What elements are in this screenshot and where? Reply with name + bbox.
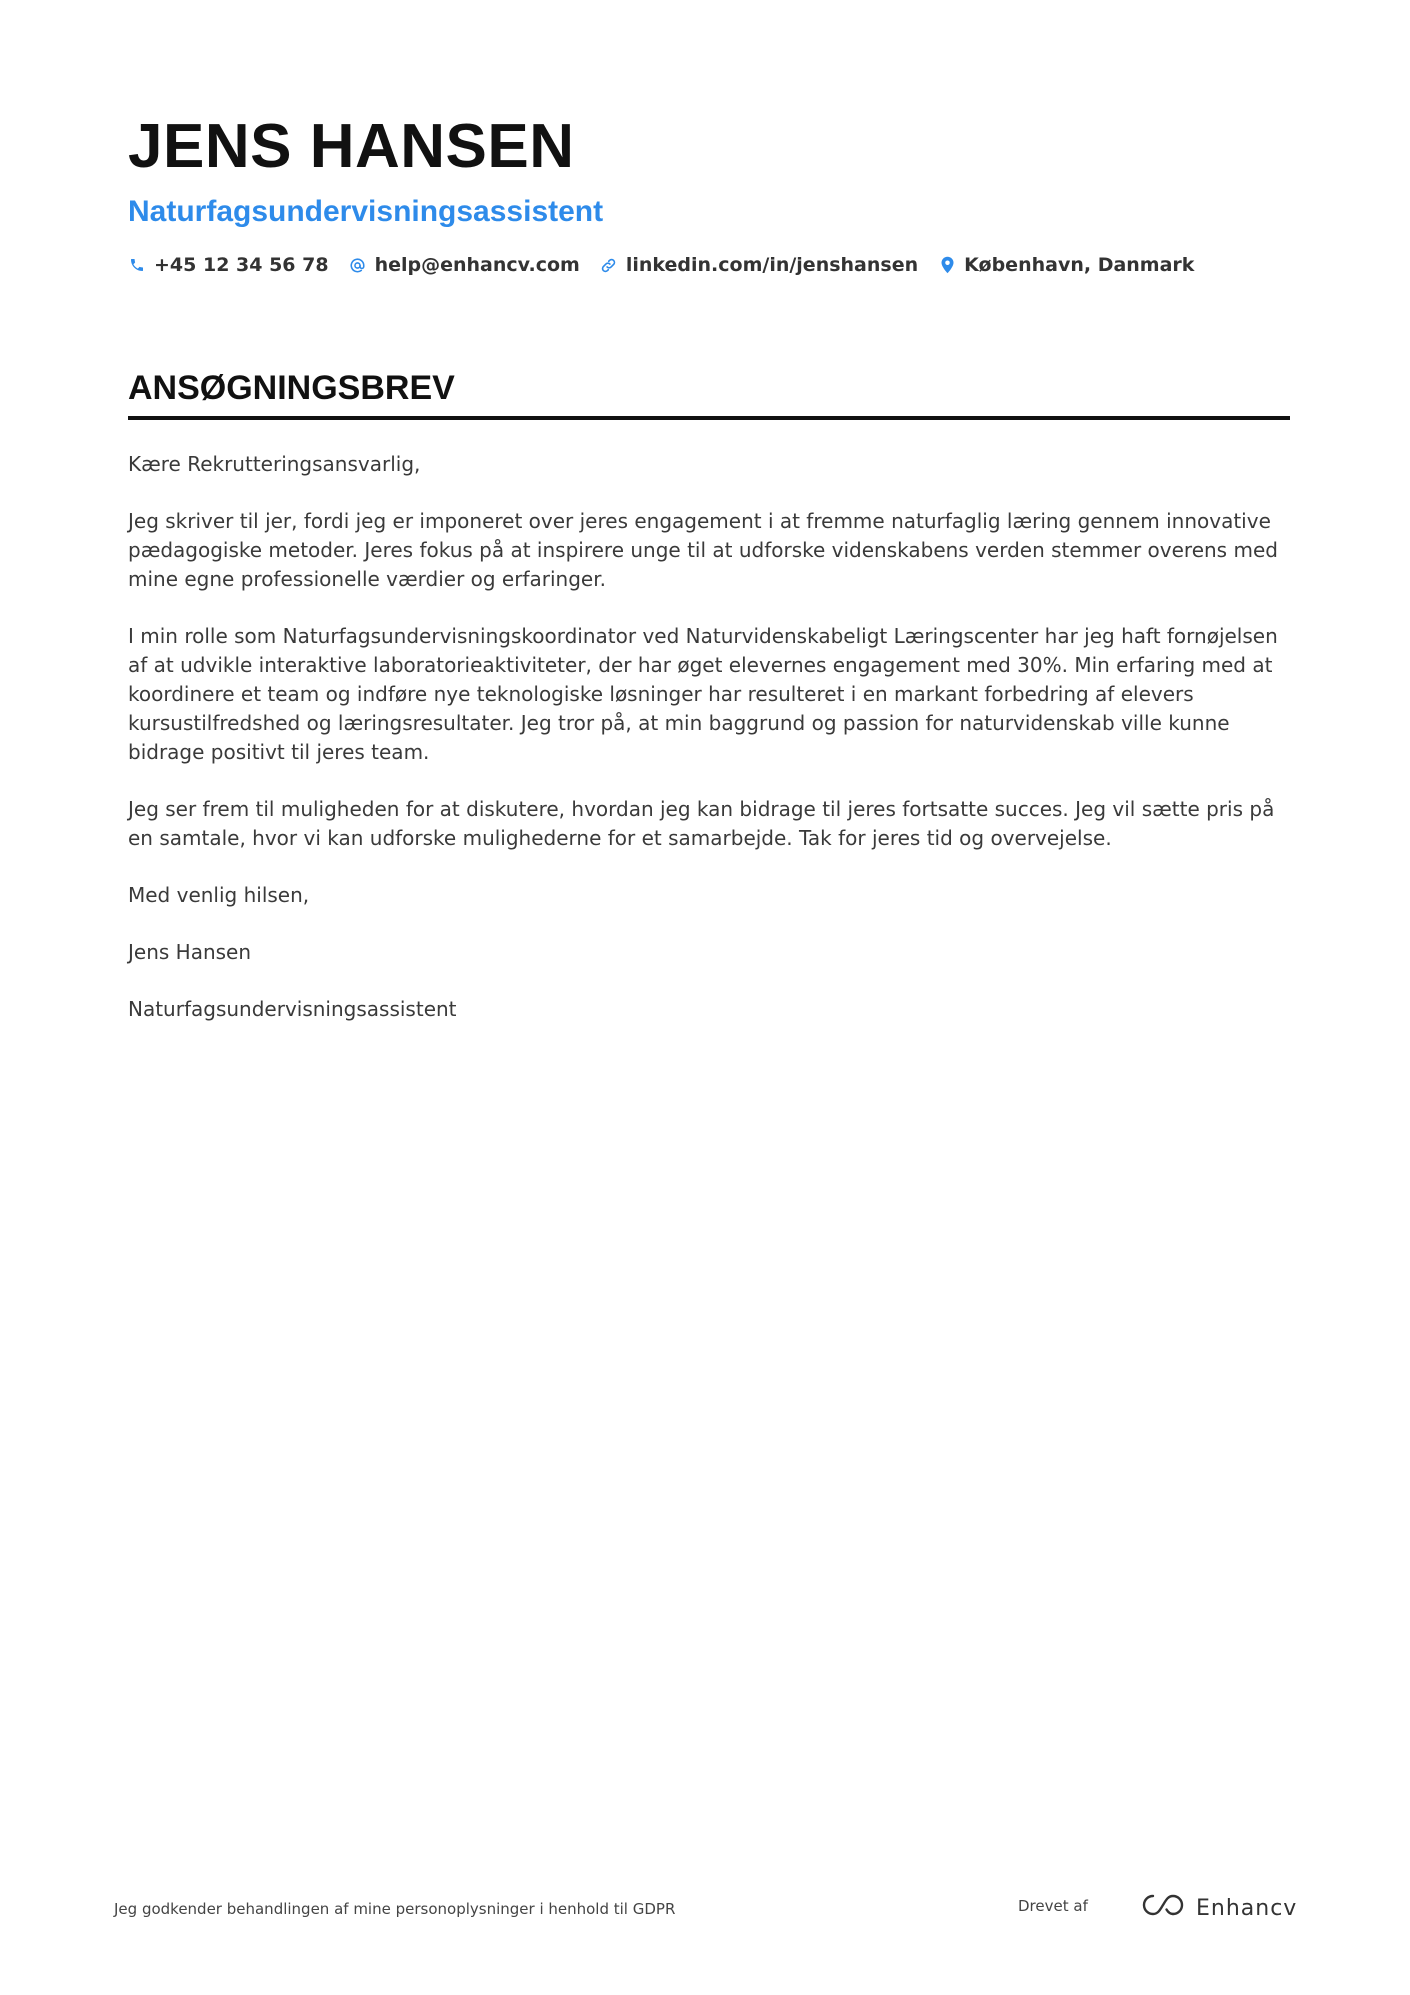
enhancv-logo-text: Enhancv xyxy=(1196,1895,1298,1921)
letter-closing: Med venlig hilsen, xyxy=(128,883,310,907)
candidate-name: JENS HANSEN xyxy=(128,112,575,181)
contact-linkedin[interactable] xyxy=(600,254,918,276)
section-title: ANSØGNINGSBREV xyxy=(128,369,455,407)
link-icon xyxy=(600,256,618,274)
at-icon xyxy=(349,256,367,274)
powered-by-label: Drevet af xyxy=(1018,1897,1088,1915)
footer xyxy=(114,1892,1298,1932)
candidate-role: Naturfagsundervisningsassistent xyxy=(128,195,604,228)
gdpr-consent-text: Jeg godkender behandlingen af mine personoplysninger i henhold til GDPR xyxy=(114,1900,676,1918)
location-pin-icon xyxy=(938,256,956,274)
letter-paragraph-1: Jeg skriver til jer, fordi jeg er imponeret over jeres engagement i at fremme naturfaglig læring gennem innovative pædagogiske metoder. Jeres fokus på at inspirere unge til at udforske videnskabens verden stemmer overens med mine egne professionelle værdier og erfaringer. xyxy=(128,509,1278,591)
signature-title: Naturfagsundervisningsassistent xyxy=(128,997,457,1021)
contact-bar xyxy=(128,254,1288,276)
contact-location-text: København, Danmark xyxy=(964,254,1195,276)
phone-icon xyxy=(128,256,146,274)
header xyxy=(128,110,1288,276)
contact-location xyxy=(938,254,1194,276)
enhancv-logo[interactable] xyxy=(1140,1892,1297,1924)
signature-name: Jens Hansen xyxy=(128,940,252,964)
contact-phone-text: +45 12 34 56 78 xyxy=(154,254,329,276)
section-divider xyxy=(128,416,1290,420)
contact-phone[interactable] xyxy=(128,254,329,276)
contact-email[interactable] xyxy=(349,254,580,276)
enhancv-logo-icon xyxy=(1140,1892,1186,1924)
contact-email-text: help@enhancv.com xyxy=(374,254,580,276)
letter-body xyxy=(128,450,1290,1024)
cover-letter-section xyxy=(128,366,1290,1052)
contact-linkedin-text: linkedin.com/in/jenshansen xyxy=(625,254,919,276)
letter-paragraph-3: Jeg ser frem til muligheden for at diskutere, hvordan jeg kan bidrage til jeres fortsatte succes. Jeg vil sætte pris på en samtale, hvor vi kan udforske mulighederne for et samarbejde. Tak for jeres tid og overvejelse. xyxy=(128,797,1275,850)
letter-greeting: Kære Rekrutteringsansvarlig, xyxy=(128,452,421,476)
letter-paragraph-2: I min rolle som Naturfagsundervisningskoordinator ved Naturvidenskabeligt Læringscenter har jeg haft fornøjelsen af at udvikle interaktive laboratorieaktiviteter, der har øget elevernes engagement med 30%. Min erfaring med at koordinere et team og indføre nye teknologiske løsninger har resulteret i en markant forbedring af elevers kursustilfredshed og læringsresultater. Jeg tror på, at min baggrund og passion for naturvidenskab ville kunne bidrage positivt til jeres team. xyxy=(128,624,1278,764)
